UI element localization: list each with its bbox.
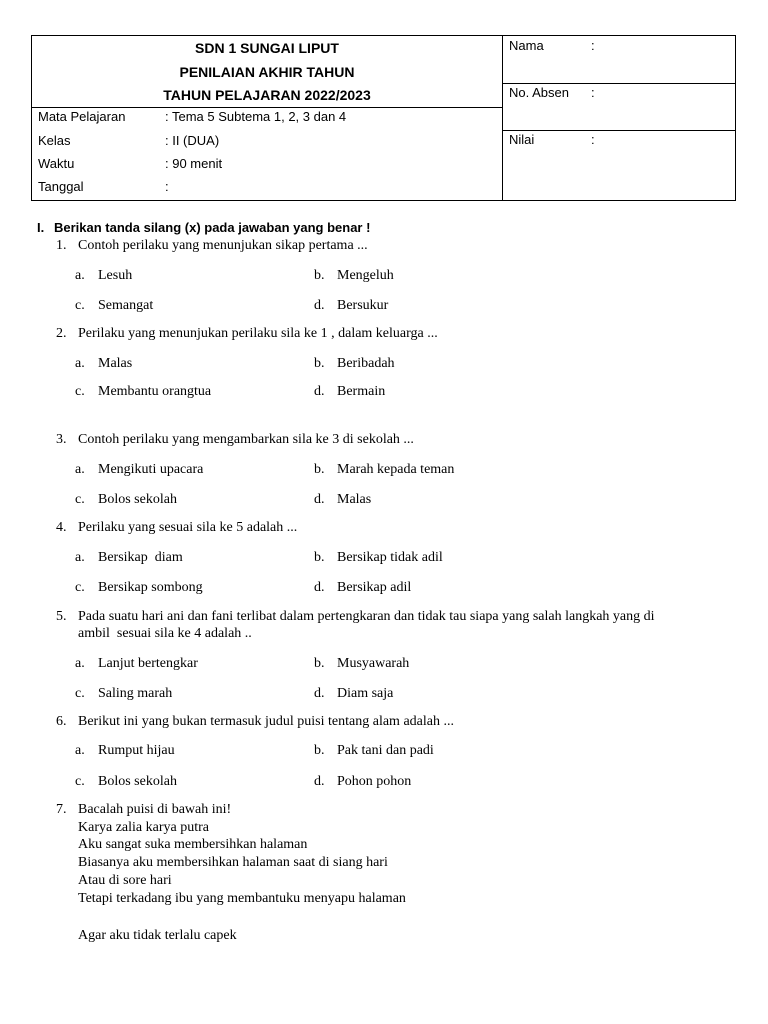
- question-text: Bacalah puisi di bawah ini!: [78, 802, 232, 817]
- option-text: Musyawarah: [337, 656, 410, 671]
- poem-line: Aku sangat suka membersihkan halaman: [78, 837, 308, 852]
- option-text: Malas: [98, 356, 133, 371]
- academic-year: TAHUN PELAJARAN 2022/2023: [163, 87, 371, 103]
- option-letter: c.: [75, 492, 85, 507]
- option-text: Bersukur: [337, 298, 389, 313]
- option-letter: d.: [314, 384, 325, 399]
- option-text: Bolos sekolah: [98, 774, 177, 789]
- option-b[interactable]: [314, 356, 395, 372]
- field-label: Nama: [509, 38, 544, 53]
- info-label: Waktu: [38, 156, 75, 171]
- field-colon: :: [591, 132, 595, 147]
- option-c[interactable]: [75, 492, 177, 508]
- option-letter: d.: [314, 580, 325, 595]
- option-c[interactable]: [75, 774, 177, 790]
- option-letter: c.: [75, 580, 85, 595]
- option-c[interactable]: [75, 384, 212, 400]
- question-number: 3.: [56, 432, 67, 447]
- option-text: Membantu orangtua: [98, 384, 212, 399]
- option-c[interactable]: [75, 686, 173, 702]
- option-letter: b.: [314, 462, 325, 477]
- option-text: Lanjut bertengkar: [98, 656, 198, 671]
- poem-line: Atau di sore hari: [78, 873, 172, 888]
- field-label: No. Absen: [509, 85, 569, 100]
- option-letter: a.: [75, 268, 85, 283]
- section-number: I.: [37, 220, 45, 235]
- option-a[interactable]: [75, 743, 175, 759]
- header-divider: [32, 107, 502, 108]
- poem-line: Karya zalia karya putra: [78, 820, 209, 835]
- option-b[interactable]: [314, 550, 443, 566]
- option-b[interactable]: [314, 462, 455, 478]
- field-colon: :: [591, 85, 595, 100]
- question-text: Pada suatu hari ani dan fani terlibat dalam pertengkaran dan tidak tau siapa yang salah langkah yang di: [78, 609, 655, 624]
- question-text-continued: ambil sesuai sila ke 4 adalah ..: [78, 626, 252, 641]
- option-text: Saling marah: [98, 686, 173, 701]
- option-a[interactable]: [75, 550, 183, 566]
- exam-header: [31, 35, 736, 201]
- option-letter: a.: [75, 743, 85, 758]
- option-text: Mengeluh: [337, 268, 394, 283]
- option-letter: d.: [314, 492, 325, 507]
- school-name: SDN 1 SUNGAI LIPUT: [195, 40, 339, 56]
- field-colon: :: [591, 38, 595, 53]
- option-d[interactable]: [314, 298, 389, 314]
- poem-line: Agar aku tidak terlalu capek: [78, 928, 237, 943]
- poem-line: Tetapi terkadang ibu yang membantuku menyapu halaman: [78, 891, 406, 906]
- option-text: Beribadah: [337, 356, 395, 371]
- option-letter: a.: [75, 656, 85, 671]
- field-label: Nilai: [509, 132, 535, 147]
- question-text: Perilaku yang sesuai sila ke 5 adalah ...: [78, 520, 298, 535]
- option-text: Semangat: [98, 298, 154, 313]
- option-d[interactable]: [314, 774, 412, 790]
- question-number: 5.: [56, 609, 67, 624]
- option-letter: a.: [75, 462, 85, 477]
- option-text: Marah kepada teman: [337, 462, 455, 477]
- option-letter: a.: [75, 356, 85, 371]
- option-a[interactable]: [75, 356, 133, 372]
- option-text: Rumput hijau: [98, 743, 175, 758]
- option-text: Diam saja: [337, 686, 394, 701]
- option-letter: b.: [314, 550, 325, 565]
- info-label: Mata Pelajaran: [38, 109, 126, 124]
- option-text: Bermain: [337, 384, 386, 399]
- question-number: 4.: [56, 520, 67, 535]
- option-d[interactable]: [314, 580, 412, 596]
- option-letter: d.: [314, 774, 325, 789]
- option-a[interactable]: [75, 268, 133, 284]
- option-text: Bolos sekolah: [98, 492, 177, 507]
- option-c[interactable]: [75, 298, 154, 314]
- exam-title: PENILAIAN AKHIR TAHUN: [179, 64, 355, 80]
- option-letter: b.: [314, 656, 325, 671]
- section-instruction: Berikan tanda silang (x) pada jawaban yang benar !: [54, 220, 371, 235]
- option-b[interactable]: [314, 656, 410, 672]
- question-number: 6.: [56, 714, 67, 729]
- header-right-panel: [503, 36, 735, 200]
- poem-line: Biasanya aku membersihkan halaman saat di siang hari: [78, 855, 388, 870]
- option-letter: b.: [314, 743, 325, 758]
- option-letter: c.: [75, 384, 85, 399]
- question-text: Contoh perilaku yang mengambarkan sila ke 3 di sekolah ...: [78, 432, 414, 447]
- option-letter: d.: [314, 298, 325, 313]
- option-letter: c.: [75, 686, 85, 701]
- question-number: 2.: [56, 326, 67, 341]
- option-c[interactable]: [75, 580, 203, 596]
- option-letter: d.: [314, 686, 325, 701]
- info-value: : Tema 5 Subtema 1, 2, 3 dan 4: [165, 109, 347, 124]
- option-d[interactable]: [314, 686, 394, 702]
- option-text: Pohon pohon: [337, 774, 412, 789]
- option-a[interactable]: [75, 462, 204, 478]
- option-a[interactable]: [75, 656, 198, 672]
- option-text: Mengikuti upacara: [98, 462, 204, 477]
- option-letter: c.: [75, 774, 85, 789]
- option-d[interactable]: [314, 384, 386, 400]
- option-text: Bersikap sombong: [98, 580, 203, 595]
- option-text: Malas: [337, 492, 372, 507]
- question-number: 7.: [56, 802, 67, 817]
- option-letter: b.: [314, 268, 325, 283]
- option-text: Bersikap diam: [98, 550, 183, 565]
- option-text: Bersikap tidak adil: [337, 550, 443, 565]
- question-number: 1.: [56, 238, 67, 253]
- info-value: :: [165, 179, 169, 194]
- option-text: Pak tani dan padi: [337, 743, 434, 758]
- option-b[interactable]: [314, 268, 394, 284]
- field-divider: [503, 83, 735, 84]
- option-text: Bersikap adil: [337, 580, 412, 595]
- option-b[interactable]: [314, 743, 434, 759]
- info-value: : 90 menit: [165, 156, 223, 171]
- question-text: Contoh perilaku yang menunjukan sikap pertama ...: [78, 238, 368, 253]
- info-label: Kelas: [38, 133, 71, 148]
- option-letter: c.: [75, 298, 85, 313]
- header-left-panel: [32, 36, 503, 200]
- option-text: Lesuh: [98, 268, 133, 283]
- info-value: : II (DUA): [165, 133, 220, 148]
- info-label: Tanggal: [38, 179, 84, 194]
- option-letter: a.: [75, 550, 85, 565]
- option-d[interactable]: [314, 492, 372, 508]
- option-letter: b.: [314, 356, 325, 371]
- question-text: Berikut ini yang bukan termasuk judul puisi tentang alam adalah ...: [78, 714, 454, 729]
- field-divider: [503, 130, 735, 131]
- question-text: Perilaku yang menunjukan perilaku sila ke 1 , dalam keluarga ...: [78, 326, 438, 341]
